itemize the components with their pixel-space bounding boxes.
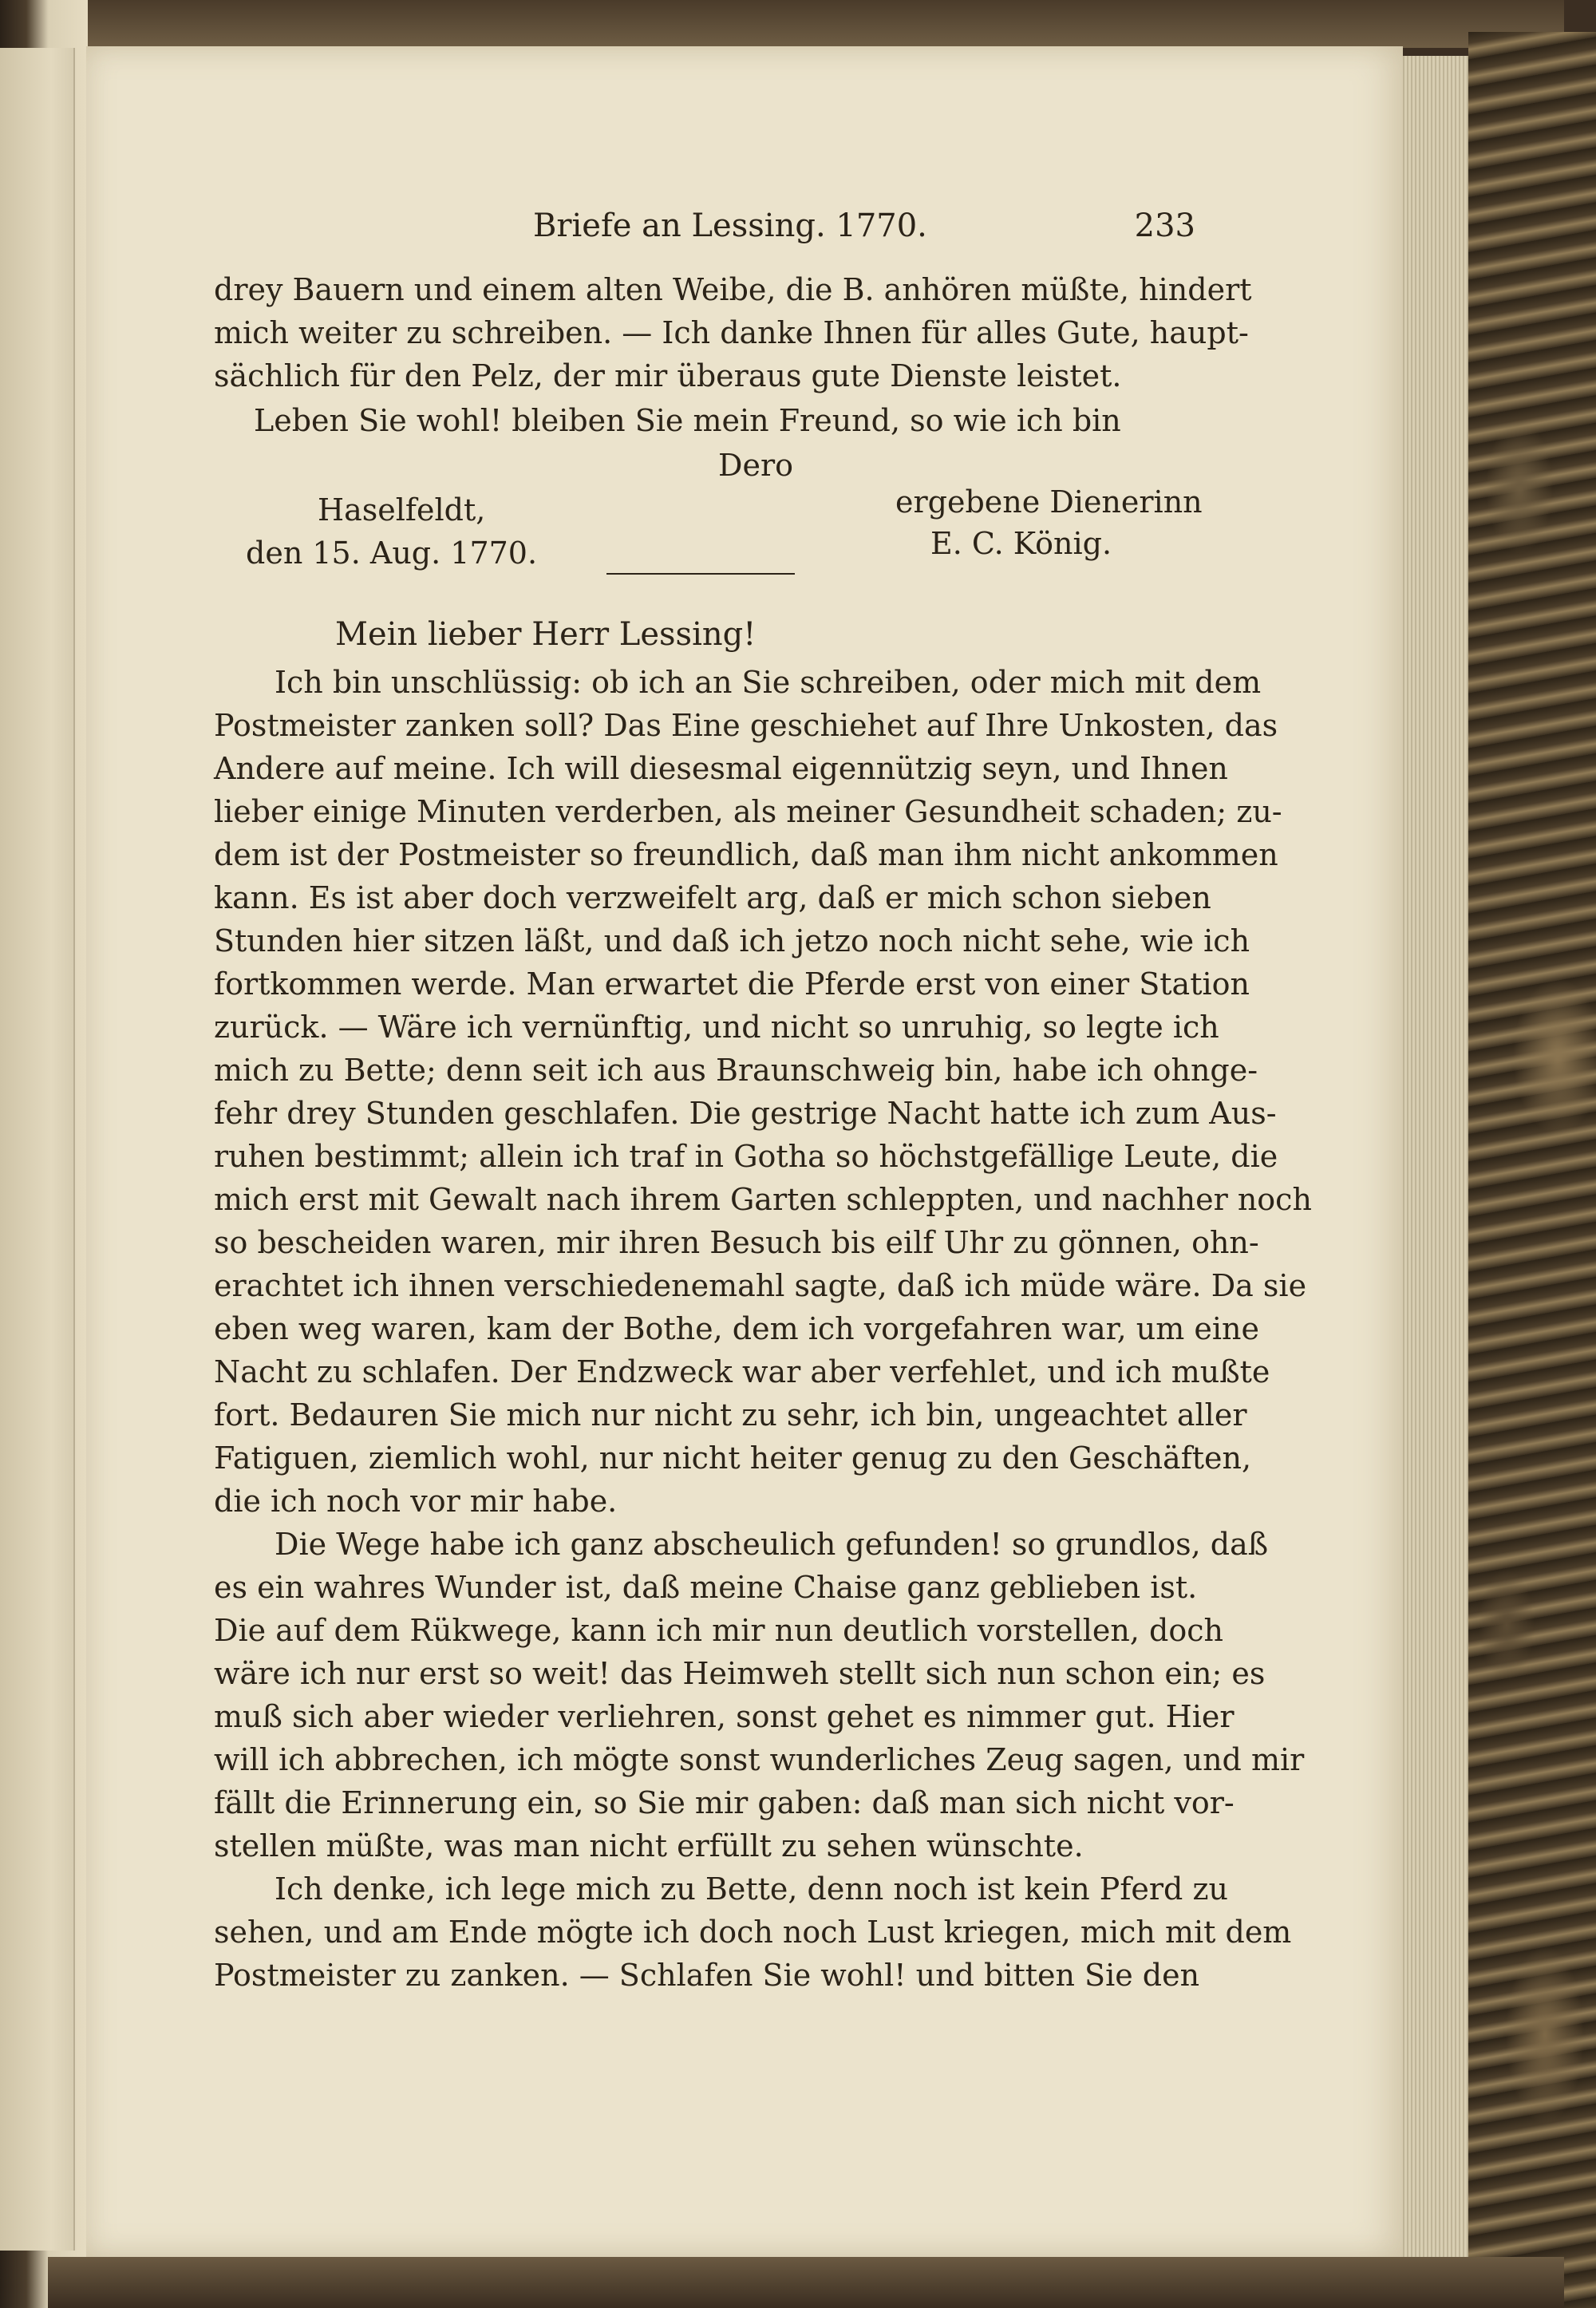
text-line: drey Bauern und einem alten Weibe, die B. anhören müßte, hindert: [214, 272, 1252, 307]
text-line: will ich abbrechen, ich mögte sonst wunderliches Zeug sagen, und mir: [214, 1742, 1305, 1777]
text-line: fortkommen werde. Man erwartet die Pferde erst von einer Station: [214, 966, 1250, 1002]
text-line: Fatiguen, ziemlich wohl, nur nicht heiter genug zu den Geschäften,: [214, 1441, 1252, 1476]
text-line: kann. Es ist aber doch verzweifelt arg, daß er mich schon sieben: [214, 880, 1211, 915]
text-line: Ich bin unschlüssig: ob ich an Sie schreiben, oder mich mit dem: [275, 665, 1262, 700]
text-line: stellen müßte, was man nicht erfüllt zu sehen wünschte.: [214, 1828, 1084, 1863]
text-line: Stunden hier sitzen läßt, und daß ich jetzo noch nicht sehe, wie ich: [214, 923, 1250, 958]
text-line: es ein wahres Wunder ist, daß meine Chaise ganz geblieben ist.: [214, 1570, 1198, 1605]
text-line: lieber einige Minuten verderben, als meiner Gesundheit schaden; zu-: [214, 794, 1282, 829]
text-line: erachtet ich ihnen verschiedenemahl sagte, daß ich müde wäre. Da sie: [214, 1268, 1307, 1303]
text-line: sächlich für den Pelz, der mir überaus gute Dienste leistet.: [214, 358, 1122, 393]
text-line: Die Wege habe ich ganz abscheulich gefunden! so grundlos, daß: [275, 1527, 1269, 1562]
text-line: mich weiter zu schreiben. — Ich danke Ihnen für alles Gute, haupt-: [214, 315, 1249, 350]
text-line: Die auf dem Rükwege, kann ich mir nun deutlich vorstellen, doch: [214, 1613, 1223, 1648]
text-line: Ich denke, ich lege mich zu Bette, denn noch ist kein Pferd zu: [275, 1871, 1228, 1907]
marbled-cover: [1468, 32, 1596, 2308]
text-line: fort. Bedauren Sie mich nur nicht zu sehr, ich bin, ungeachtet aller: [214, 1397, 1247, 1433]
closing-servant: ergebene Dienerinn: [895, 484, 1203, 520]
running-title: Briefe an Lessing. 1770.: [533, 207, 927, 244]
letter-date: den 15. Aug. 1770.: [246, 536, 538, 571]
letter-place: Haselfeldt,: [318, 492, 486, 528]
text-line: eben weg waren, kam der Bothe, dem ich vorgefahren war, um eine: [214, 1311, 1259, 1346]
page-number: 233: [1134, 207, 1195, 244]
text-line: muß sich aber wieder verliehren, sonst gehet es nimmer gut. Hier: [214, 1699, 1235, 1734]
text-line: die ich noch vor mir habe.: [214, 1484, 618, 1519]
text-line: Postmeister zanken soll? Das Eine geschiehet auf Ihre Unkosten, das: [214, 708, 1278, 743]
letter-signature: E. C. König.: [930, 526, 1112, 561]
text-line: dem ist der Postmeister so freundlich, daß man ihm nicht ankommen: [214, 837, 1278, 872]
text-line: sehen, und am Ende mögte ich doch noch Lust kriegen, mich mit dem: [214, 1915, 1292, 1950]
closing-dero: Dero: [718, 448, 793, 483]
text-line: Nacht zu schlafen. Der Endzweck war aber verfehlet, und ich mußte: [214, 1354, 1270, 1389]
text-line: fehr drey Stunden geschlafen. Die gestrige Nacht hatte ich zum Aus-: [214, 1096, 1277, 1131]
closing-line: Leben Sie wohl! bleiben Sie mein Freund, so wie ich bin: [254, 403, 1121, 438]
salutation: Mein lieber Herr Lessing!: [335, 616, 757, 653]
page-stack-edge: [1393, 56, 1480, 2259]
separator-rule: [606, 573, 795, 575]
text-line: fällt die Erinnerung ein, so Sie mir gaben: daß man sich nicht vor-: [214, 1785, 1235, 1820]
top-edge: [48, 0, 1564, 48]
text-line: mich zu Bette; denn seit ich aus Braunschweig bin, habe ich ohnge-: [214, 1053, 1258, 1088]
text-line: Postmeister zu zanken. — Schlafen Sie wohl! und bitten Sie den: [214, 1958, 1200, 1993]
text-line: ruhen bestimmt; allein ich traf in Gotha so höchstgefällige Leute, die: [214, 1139, 1278, 1174]
text-line: wäre ich nur erst so weit! das Heimweh stellt sich nun schon ein; es: [214, 1656, 1266, 1691]
text-line: Andere auf meine. Ich will diesesmal eigennützig seyn, und Ihnen: [214, 751, 1228, 786]
text-line: zurück. — Wäre ich vernünftig, und nicht so unruhig, so legte ich: [214, 1010, 1219, 1045]
text-line: so bescheiden waren, mir ihren Besuch bis eilf Uhr zu gönnen, ohn-: [214, 1225, 1259, 1260]
facing-page-edge: [0, 48, 75, 2251]
bottom-edge: [48, 2257, 1564, 2308]
text-line: mich erst mit Gewalt nach ihrem Garten schleppten, und nachher noch: [214, 1182, 1312, 1217]
